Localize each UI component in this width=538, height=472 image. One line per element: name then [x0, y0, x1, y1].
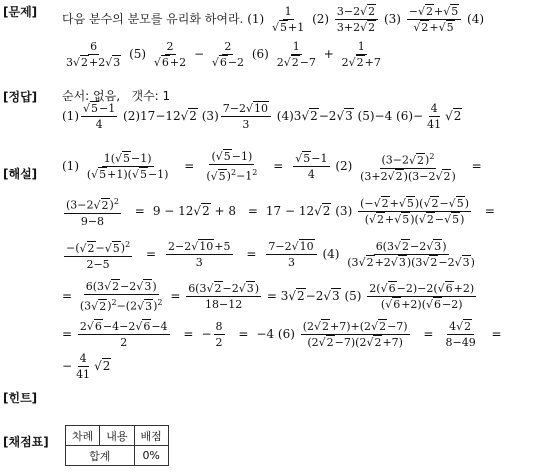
- answer-count: 갯수: 1: [131, 89, 171, 103]
- answer-order: 순서: 없음,: [62, 89, 121, 103]
- score-total-label: 합계: [66, 446, 135, 466]
- problem-intro: 다음 분수의 분모를 유리화 하여라.: [62, 12, 244, 26]
- answer-line-2: (1) √ $\frac{5-1}{4}$ (2)17−12√ 2 (3) $\frac{7-2√ 10}{3}$ (4)3√ 2−2√ 3 (5)−4 (6)− $\frac{4}{41}$ √ 2: [62, 102, 462, 131]
- solution-line-4: = $\frac{6(3√ 2-2√ 3)}{(3√ 2)^2-(2√ 3)^2}$ = $\frac{6(3√ 2-2√ 3)}{18-12}$ = 3√ 2−2√ 3 (5) $\frac{2(√ 6-2)-2(√ 6+2)}{(√ 6+2)(√ 6-2)}$: [62, 280, 478, 313]
- solution-line-6: − $\frac{4}{41}$ √ 2: [62, 352, 111, 381]
- score-total-value: 0%: [134, 446, 168, 466]
- score-table-header-row: [66, 426, 169, 446]
- answer-line-1: [62, 90, 170, 102]
- score-table-total-row: [66, 446, 169, 466]
- solution-line-1: (1) $\frac{1(√ 5-1)}{(√ 5+1)(√ 5-1)}$ = $\frac{(√ 5-1)}{(√ 5)^2-1^2}$ = √ $\frac{5-1}{4}$ (2) $\frac{(3-2√ 2)^2}{(3+2√ 2)(3-2√ 2)}$ =: [62, 150, 490, 183]
- solution-label: [해설]: [3, 167, 38, 181]
- answer-label: [정답]: [3, 90, 38, 104]
- hint-label: [힌트]: [3, 391, 38, 405]
- solution-line-3: $\frac{-(√ 2-√ 5)^2}{2-5}$ = $\frac{2-2√ 10+5}{3}$ = $\frac{7-2√ 10}{3}$ (4) $\frac{6(3√ 2-2√ 3)}{(3√ 2+2√ 3)(3√ 2-2√ 3)}$: [62, 238, 479, 271]
- score-header-points: 배점: [134, 426, 168, 446]
- solution-line-5: = $\frac{2√ 6-4-2√ 6-4}{2}$ = − $\frac{8}{2}$ = −4 (6) $\frac{(2√ 2+7)+(2√ 2-7)}{(2√ 2-7)(2√ 2+7)}$ = $\frac{4√ 2}{8-49}$ =: [62, 320, 510, 349]
- score-table: [65, 425, 169, 466]
- score-header-content: 내용: [100, 426, 134, 446]
- solution-line-2: $\frac{(3-2√ 2)^2}{9-8}$ = 9 − 12√ 2 + 8 = 17 − 12√ 2 (3) $\frac{(-√ 2+√ 5)(√ 2-√ 5)}{(√ 2+√ 5)(√ 2-√ 5)}$ =: [62, 195, 503, 228]
- problem-line-1: 다음 분수의 분모를 유리화 하여라. (1) 1 √ 5+1 (2) $\frac{3-2√ 2}{3+2√ 2}$ (3) −√ 2+√ 5 √ 2+√ 5 (4): [62, 5, 484, 34]
- scoring-label: [채점표]: [3, 435, 49, 449]
- score-header-order: 차례: [66, 426, 100, 446]
- problem-label: [문제]: [3, 5, 38, 19]
- problem-line-2: $\frac{6}{3√ 2+2√ 3}$ (5) 2 √ 6+2 − 2 √ 6−2 (6) $\frac{1}{2√ 2-7}$ + $\frac{1}{2√ 2+7}$: [62, 40, 385, 69]
